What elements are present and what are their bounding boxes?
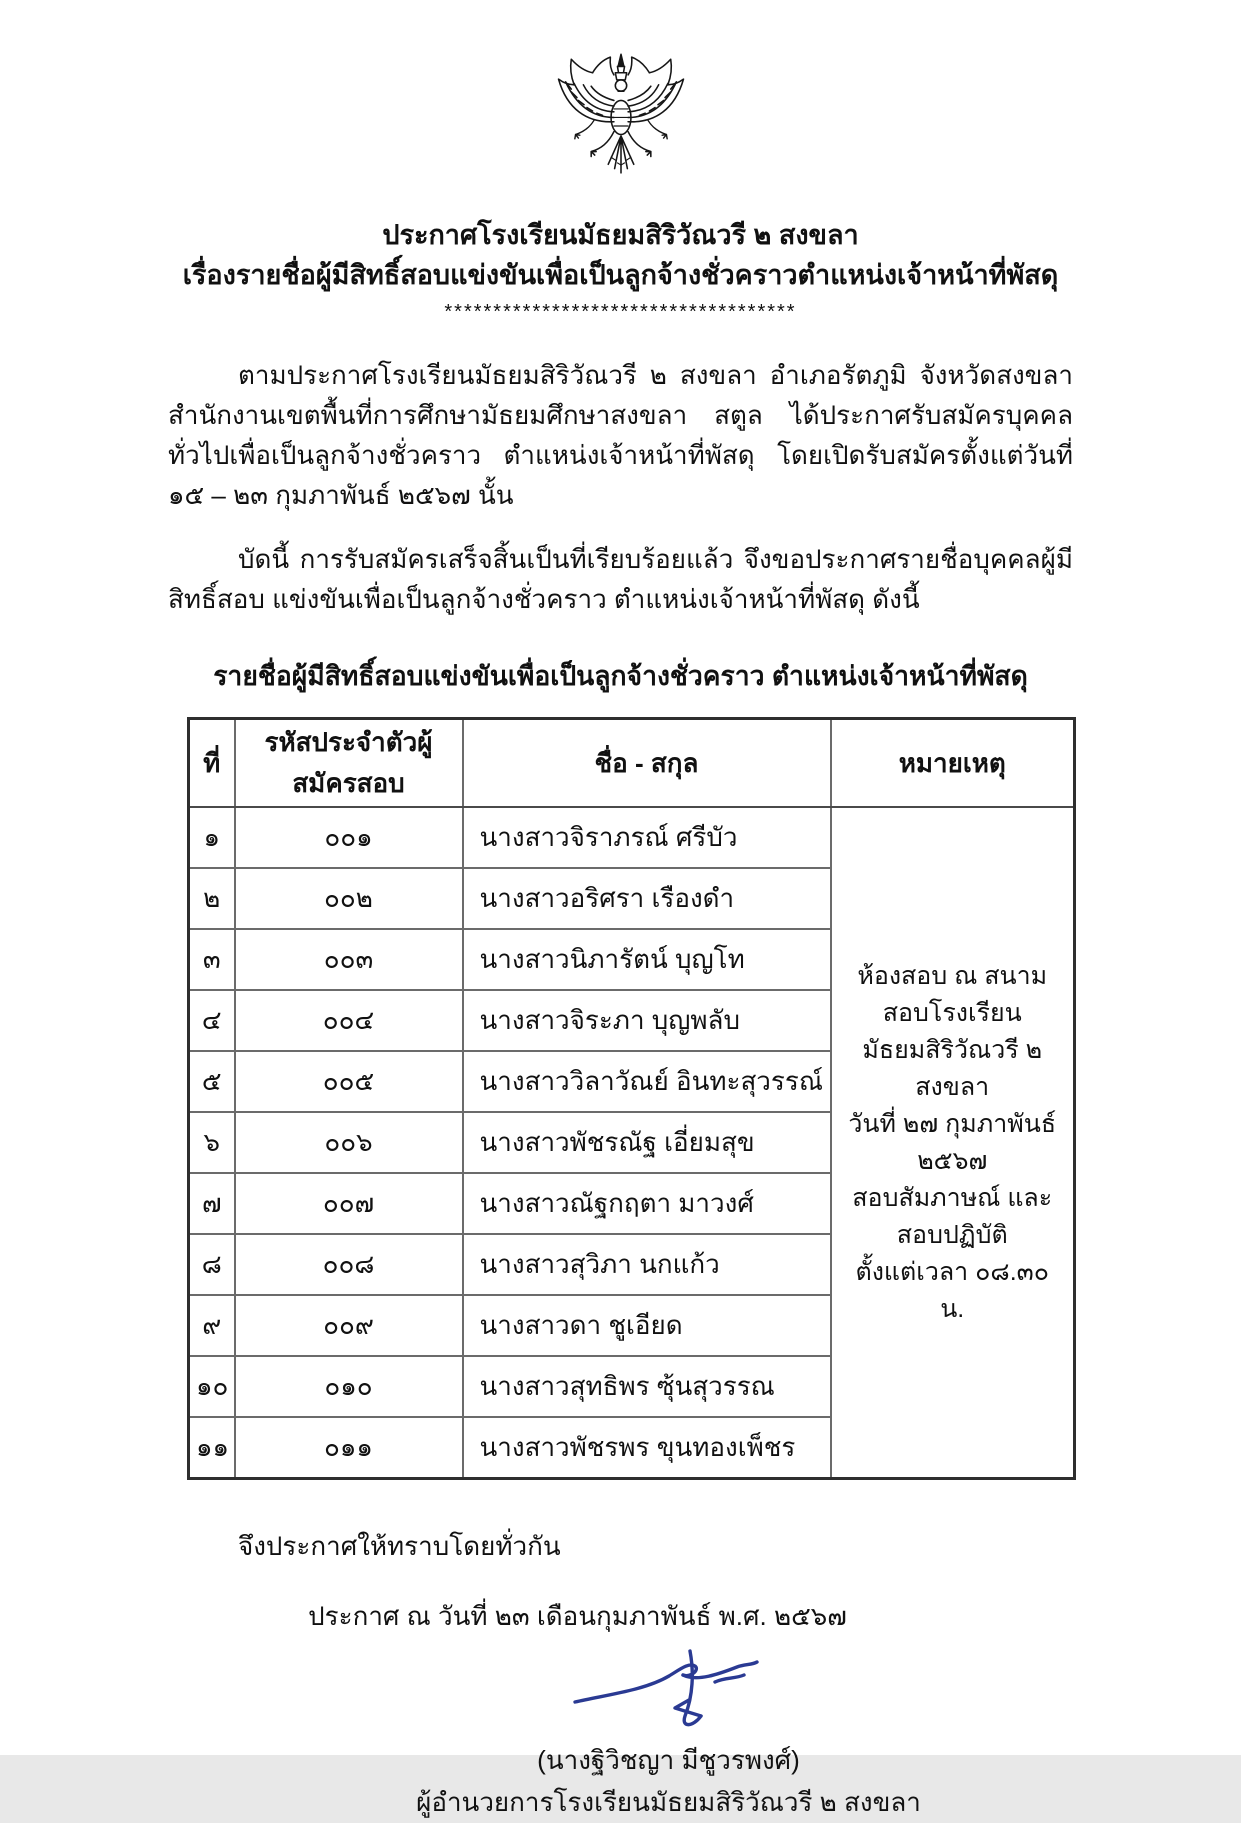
cell-code: ๐๐๗ xyxy=(235,1173,463,1234)
issued-date-line: ประกาศ ณ วันที่ ๒๓ เดือนกุมภาพันธ์ พ.ศ. ๒๕๖๗ xyxy=(308,1601,847,1631)
cell-name: นางสาวอริศรา เรืองดำ xyxy=(463,868,831,929)
cell-no: ๑ xyxy=(189,807,235,868)
cell-name: นางสาวจิราภรณ์ ศรีบัว xyxy=(463,807,831,868)
cell-no: ๑๐ xyxy=(189,1356,235,1417)
cell-code: ๐๑๐ xyxy=(235,1356,463,1417)
cell-code: ๐๑๑ xyxy=(235,1417,463,1479)
table-header-row xyxy=(189,719,1075,808)
cell-code: ๐๐๘ xyxy=(235,1234,463,1295)
closing-statement: จึงประกาศให้ทราบโดยทั่วกัน xyxy=(238,1531,561,1561)
remark-line: วันที่ ๒๗ กุมภาพันธ์ ๒๕๖๗ xyxy=(848,1109,1057,1175)
signature-block xyxy=(168,1646,1073,1823)
table-title: รายชื่อผู้มีสิทธิ์สอบแข่งขันเพื่อเป็นลูกจ้างชั่วคราว ตำแหน่งเจ้าหน้าที่พัสดุ xyxy=(213,661,1028,691)
garuda-emblem-icon xyxy=(550,52,692,200)
cell-name: นางสาวพัชรพร ขุนทองเพ็ชร xyxy=(463,1417,831,1479)
document-subject: เรื่องรายชื่อผู้มีสิทธิ์สอบแข่งขันเพื่อเป็นลูกจ้างชั่วคราวตำแหน่งเจ้าหน้าที่พัสดุ xyxy=(182,260,1059,290)
candidates-table xyxy=(187,717,1076,1480)
cell-name: นางสาวสุวิภา นกแก้ว xyxy=(463,1234,831,1295)
remark-cell xyxy=(831,807,1075,1479)
emblem-container xyxy=(168,52,1073,205)
header-no: ที่ xyxy=(189,719,235,808)
remark-line: มัธยมสิริวัณวรี ๒ สงขลา xyxy=(862,1035,1043,1101)
cell-name: นางสาวณัฐกฤตา มาวงศ์ xyxy=(463,1173,831,1234)
remark-line: ห้องสอบ ณ สนามสอบโรงเรียน xyxy=(857,961,1048,1027)
remark-line: ตั้งแต่เวลา ๐๘.๓๐ น. xyxy=(855,1257,1050,1323)
cell-name: นางสาววิลาวัณย์ อินทะสุวรรณ์ xyxy=(463,1051,831,1112)
cell-no: ๓ xyxy=(189,929,235,990)
cell-no: ๕ xyxy=(189,1051,235,1112)
cell-no: ๙ xyxy=(189,1295,235,1356)
cell-name: นางสาวสุทธิพร ซุ้นสุวรรณ xyxy=(463,1356,831,1417)
header-code: รหัสประจำตัวผู้สมัครสอบ xyxy=(235,719,463,808)
director-signature-icon xyxy=(569,1646,769,1732)
cell-code: ๐๐๙ xyxy=(235,1295,463,1356)
cell-no: ๔ xyxy=(189,990,235,1051)
cell-no: ๗ xyxy=(189,1173,235,1234)
cell-code: ๐๐๕ xyxy=(235,1051,463,1112)
page-title: ประกาศโรงเรียนมัธยมสิริวัณวรี ๒ สงขลา xyxy=(382,220,859,250)
body-paragraph-1: ตามประกาศโรงเรียนมัธยมสิริวัณวรี ๒ สงขลา อำเภอรัตภูมิ จังหวัดสงขลา สำนักงานเขตพื้นที่การศึกษามัธยมศึกษาสงขลา สตูล ได้ประกาศรับสมัครบุคคลทั่วไปเพื่อเป็นลูกจ้างชั่วคราว ตำแหน่งเจ้าหน้าที่พัสดุ โดยเปิดรับสมัครตั้งแต่วันที่ ๑๕ – ๒๓ กุมภาพันธ์ ๒๕๖๗ นั้น xyxy=(168,360,1073,510)
cell-code: ๐๐๑ xyxy=(235,807,463,868)
cell-no: ๘ xyxy=(189,1234,235,1295)
cell-code: ๐๐๒ xyxy=(235,868,463,929)
body-paragraph-2: บัดนี้ การรับสมัครเสร็จสิ้นเป็นที่เรียบร้อยแล้ว จึงขอประกาศรายชื่อบุคคลผู้มีสิทธิ์สอบ แข่งขันเพื่อเป็นลูกจ้างชั่วคราว ตำแหน่งเจ้าหน้าที่พัสดุ ดังนี้ xyxy=(168,544,1073,614)
cell-no: ๑๑ xyxy=(189,1417,235,1479)
header-name: ชื่อ - สกุล xyxy=(463,719,831,808)
header-remark: หมายเหตุ xyxy=(831,719,1075,808)
cell-no: ๒ xyxy=(189,868,235,929)
cell-name: นางสาวพัชรณัฐ เอี่ยมสุข xyxy=(463,1112,831,1173)
signer-name: (นางฐิวิชญา มีชูวรพงศ์) xyxy=(537,1745,800,1775)
cell-code: ๐๐๖ xyxy=(235,1112,463,1173)
remark-line: สอบสัมภาษณ์ และสอบปฏิบัติ xyxy=(852,1183,1053,1249)
cell-name: นางสาวดา ชูเอียด xyxy=(463,1295,831,1356)
cell-name: นางสาวจิระภา บุญพลับ xyxy=(463,990,831,1051)
cell-name: นางสาวนิภารัตน์ บุญโท xyxy=(463,929,831,990)
cell-code: ๐๐๔ xyxy=(235,990,463,1051)
signer-title: ผู้อำนวยการโรงเรียนมัธยมสิริวัณวรี ๒ สงขลา xyxy=(416,1787,921,1817)
table-row xyxy=(189,807,1075,868)
cell-code: ๐๐๓ xyxy=(235,929,463,990)
asterisk-divider: ************************************ xyxy=(444,301,797,323)
cell-no: ๖ xyxy=(189,1112,235,1173)
